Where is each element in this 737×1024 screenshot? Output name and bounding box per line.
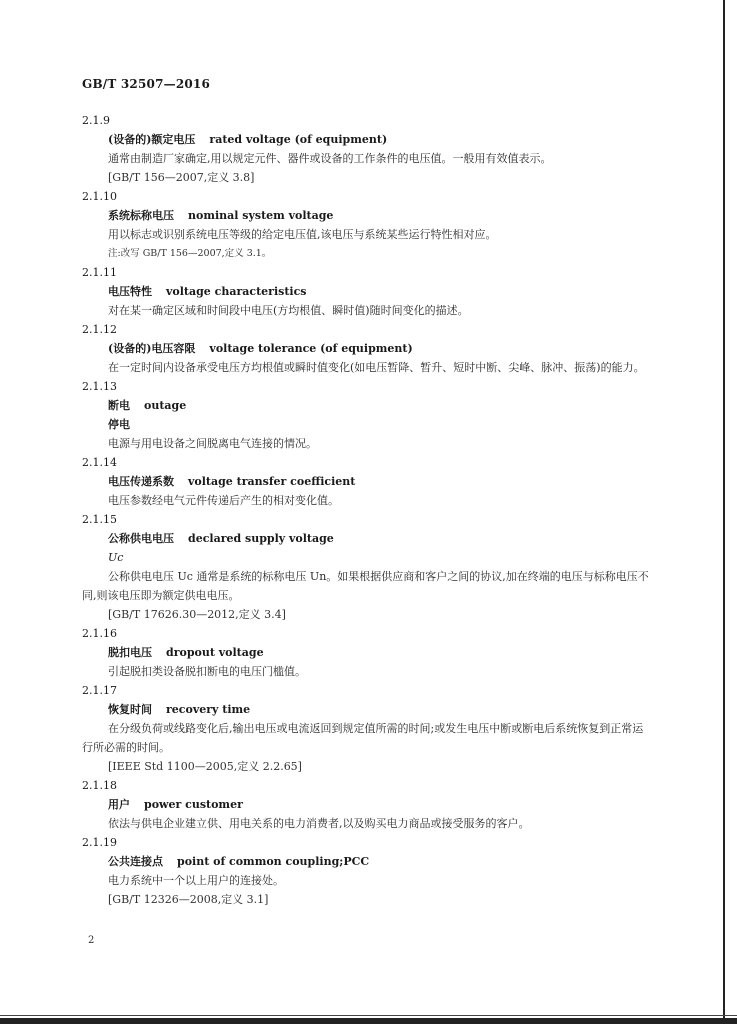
term-heading: [108, 472, 652, 491]
term-heading: [108, 339, 652, 358]
term-entry: [82, 377, 652, 453]
term-english: nominal system voltage: [188, 209, 334, 222]
term-heading: [108, 206, 652, 225]
term-note: 注:改写 GB/T 156—2007,定义 3.1。: [108, 248, 272, 259]
term-chinese: 电压特性: [108, 285, 152, 298]
term-definition: 对在某一确定区域和时间段中电压(方均根值、瞬时值)随时间变化的描述。: [108, 304, 469, 317]
term-source: [GB/T 156—2007,定义 3.8]: [108, 171, 255, 184]
page-edge-bottom: [0, 1018, 737, 1024]
term-chinese: 公称供电电压: [108, 532, 174, 545]
term-alternative: 停电: [108, 418, 130, 431]
term-entry: [82, 776, 652, 833]
term-english: point of common coupling;PCC: [177, 855, 370, 868]
term-chinese: 恢复时间: [108, 703, 152, 716]
page-edge-right: [723, 0, 725, 1024]
term-number: 2.1.18: [82, 779, 117, 792]
term-entry: [82, 453, 652, 510]
term-number: 2.1.11: [82, 266, 117, 279]
term-heading: [108, 852, 652, 871]
term-definition: 公称供电电压 Uc 通常是系统的标称电压 Un。如果根据供应商和客户之间的协议,加在终端的电压与标称电压不同,则该电压即为额定供电电压。: [82, 570, 649, 602]
term-number: 2.1.10: [82, 190, 117, 203]
term-chinese: (设备的)电压容限: [108, 342, 196, 355]
term-number: 2.1.19: [82, 836, 117, 849]
term-english: outage: [144, 399, 187, 412]
term-english: voltage characteristics: [166, 285, 307, 298]
term-definition: 电力系统中一个以上用户的连接处。: [108, 874, 284, 887]
term-definition: 电压参数经电气元件传递后产生的相对变化值。: [108, 494, 339, 507]
term-entry: [82, 681, 652, 776]
term-definition: 引起脱扣类设备脱扣断电的电压门槛值。: [108, 665, 306, 678]
term-number: 2.1.9: [82, 114, 110, 127]
term-chinese: (设备的)额定电压: [108, 133, 196, 146]
term-english: voltage tolerance (of equipment): [209, 342, 413, 355]
term-heading: [108, 130, 652, 149]
term-source: [GB/T 17626.30—2012,定义 3.4]: [108, 608, 286, 621]
term-english: recovery time: [166, 703, 251, 716]
term-number: 2.1.12: [82, 323, 117, 336]
term-definition: 电源与用电设备之间脱离电气连接的情况。: [108, 437, 317, 450]
terms-section: [82, 111, 652, 909]
term-number: 2.1.13: [82, 380, 117, 393]
term-entry: [82, 263, 652, 320]
term-heading: [108, 643, 652, 662]
term-chinese: 用户: [108, 798, 130, 811]
term-chinese: 电压传递系数: [108, 475, 174, 488]
term-english: dropout voltage: [166, 646, 264, 659]
page-number: 2: [88, 935, 95, 946]
term-english: power customer: [144, 798, 243, 811]
term-heading: [108, 282, 652, 301]
term-entry: [82, 833, 652, 909]
term-number: 2.1.16: [82, 627, 117, 640]
term-english: declared supply voltage: [188, 532, 334, 545]
term-chinese: 公共连接点: [108, 855, 163, 868]
page-edge-bottom-line: [0, 1015, 737, 1016]
term-source: [IEEE Std 1100—2005,定义 2.2.65]: [108, 760, 302, 773]
term-definition: 通常由制造厂家确定,用以规定元件、器件或设备的工作条件的电压值。一般用有效值表示。: [108, 152, 552, 165]
term-heading: [108, 396, 652, 415]
term-number: 2.1.15: [82, 513, 117, 526]
term-chinese: 脱扣电压: [108, 646, 152, 659]
term-entry: [82, 320, 652, 377]
term-heading: [108, 700, 652, 719]
term-number: 2.1.17: [82, 684, 117, 697]
standard-number-header: GB/T 32507—2016: [82, 77, 211, 91]
term-definition: 在一定时间内设备承受电压方均根值或瞬时值变化(如电压暂降、暂升、短时中断、尖峰、脉冲、振荡)的能力。: [108, 361, 645, 374]
term-english: rated voltage (of equipment): [209, 133, 388, 146]
term-heading: [108, 795, 652, 814]
term-heading: [108, 529, 652, 548]
term-chinese: 系统标称电压: [108, 209, 174, 222]
term-entry: [82, 187, 652, 263]
term-definition: 在分级负荷或线路变化后,输出电压或电流返回到规定值所需的时间;或发生电压中断或断电后系统恢复到正常运行所必需的时间。: [82, 722, 644, 754]
term-definition: 用以标志或识别系统电压等级的给定电压值,该电压与系统某些运行特性相对应。: [108, 228, 497, 241]
term-chinese: 断电: [108, 399, 130, 412]
term-entry: [82, 624, 652, 681]
term-symbol: Uc: [108, 551, 124, 564]
term-number: 2.1.14: [82, 456, 117, 469]
term-definition: 依法与供电企业建立供、用电关系的电力消费者,以及购买电力商品或接受服务的客户。: [108, 817, 530, 830]
term-english: voltage transfer coefficient: [188, 475, 356, 488]
term-entry: [82, 111, 652, 187]
term-source: [GB/T 12326—2008,定义 3.1]: [108, 893, 269, 906]
term-entry: [82, 510, 652, 624]
